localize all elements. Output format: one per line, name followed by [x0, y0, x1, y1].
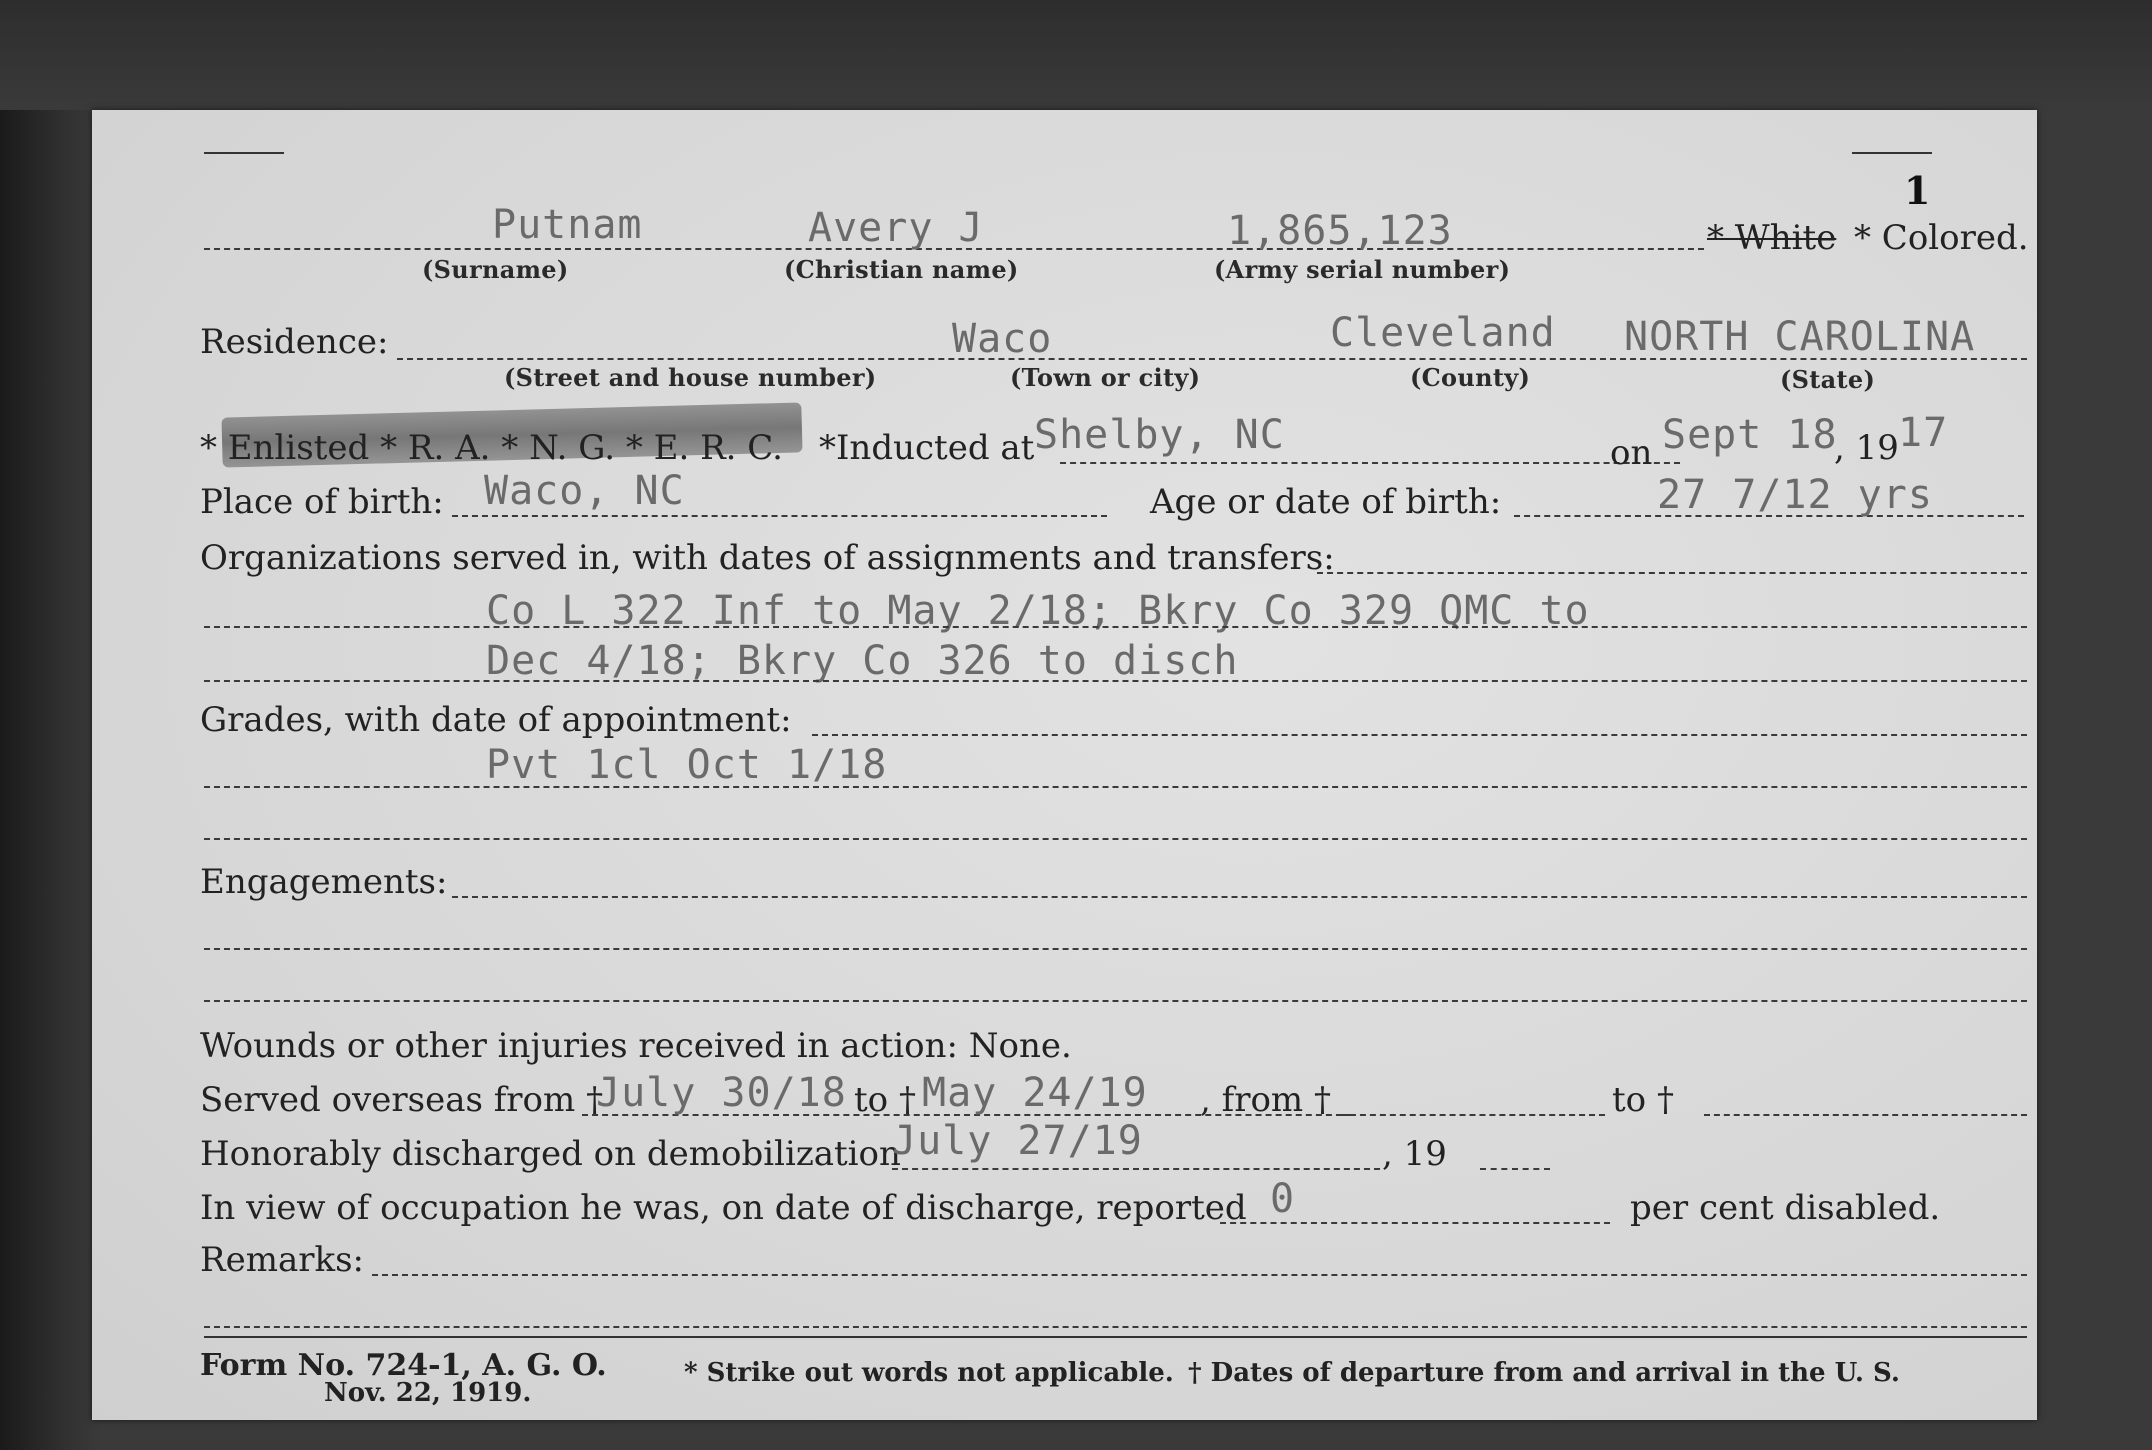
- state-value: NORTH CAROLINA: [1624, 314, 1976, 360]
- organizations-line-1: [204, 626, 2027, 628]
- overseas-label: Served overseas from †: [200, 1080, 604, 1120]
- form-number: Form No. 724-1, A. G. O.: [200, 1348, 607, 1383]
- enlistment-options: * Enlisted * R. A. * N. G. * E. R. C.: [200, 428, 783, 468]
- service-record-card: [92, 110, 2037, 1420]
- birth-place-line: [452, 515, 1107, 517]
- disability-label: In view of occupation he was, on date of discharge, reported: [200, 1188, 1247, 1228]
- organizations-line-2: [204, 680, 2027, 682]
- organizations-label: Organizations served in, with dates of assignments and transfers:: [200, 538, 1335, 578]
- discharge-label: Honorably discharged on demobilization: [200, 1134, 901, 1174]
- on-label: on: [1610, 433, 1653, 473]
- overseas-from2-line: [1340, 1114, 1605, 1116]
- discharge-year-line: [1480, 1168, 1550, 1170]
- grades-line-1-text: Pvt 1cl Oct 1/18: [486, 742, 888, 788]
- disability-value: 0: [1270, 1176, 1296, 1222]
- grades-label: Grades, with date of appointment:: [200, 700, 792, 740]
- surname-caption: (Surname): [422, 255, 569, 284]
- discharge-line: [892, 1168, 1380, 1170]
- disability-suffix: per cent disabled.: [1630, 1188, 1941, 1228]
- grades-line-1: [204, 786, 2027, 788]
- overseas-to2-label: to †: [1612, 1080, 1674, 1120]
- overseas-from-value: July 30/18: [596, 1070, 847, 1116]
- induction-year-value: 17: [1898, 410, 1949, 456]
- street-caption: (Street and house number): [504, 363, 877, 392]
- discharge-year-label: , 19: [1382, 1134, 1447, 1174]
- county-caption: (County): [1410, 363, 1531, 392]
- year-prefix: , 19: [1834, 428, 1899, 468]
- form-date: Nov. 22, 1919.: [324, 1378, 532, 1408]
- scan-left-edge: [0, 0, 100, 1450]
- inducted-label: *Inducted at: [819, 428, 1035, 468]
- age-value: 27 7/12 yrs: [1657, 472, 1933, 518]
- birth-place-value: Waco, NC: [484, 468, 685, 514]
- remarks-line-0: [372, 1274, 2027, 1276]
- white-option: * White: [1707, 218, 1837, 258]
- age-label: Age or date of birth:: [1150, 482, 1502, 522]
- surname-value: Putnam: [492, 202, 643, 248]
- christian-name-value: Avery J: [808, 205, 984, 251]
- serial-number-caption: (Army serial number): [1214, 255, 1511, 284]
- organizations-line-2-text: Dec 4/18; Bkry Co 326 to disch: [486, 638, 1239, 684]
- engagements-label: Engagements:: [200, 862, 448, 902]
- top-left-rule: [204, 152, 284, 154]
- grades-line-0: [812, 734, 2027, 736]
- remarks-line-1: [204, 1326, 2027, 1328]
- christian-name-caption: (Christian name): [784, 255, 1019, 284]
- grades-line-2: [204, 838, 2027, 840]
- overseas-to2-line: [1704, 1114, 2027, 1116]
- town-value: Waco: [952, 316, 1053, 362]
- footer-rule: [204, 1336, 2027, 1338]
- remarks-label: Remarks:: [200, 1240, 364, 1280]
- birth-place-label: Place of birth:: [200, 482, 444, 522]
- wounds-label: Wounds or other injuries received in action: None.: [200, 1026, 1072, 1066]
- town-caption: (Town or city): [1010, 363, 1201, 392]
- footnote-dates: † Dates of departure from and arrival in the U. S.: [1188, 1358, 1900, 1388]
- top-right-rule: [1852, 152, 1932, 154]
- overseas-to-value: May 24/19: [922, 1070, 1148, 1116]
- colored-option: * Colored.: [1854, 218, 2029, 258]
- overseas-to-label: to †: [854, 1080, 916, 1120]
- footnote-strike-out: * Strike out words not applicable.: [684, 1358, 1174, 1388]
- engagements-line-1: [204, 948, 2027, 950]
- county-value: Cleveland: [1330, 310, 1556, 356]
- scan-top-edge: [0, 0, 2152, 110]
- overseas-from2-label: , from †: [1200, 1080, 1331, 1120]
- organizations-line-0: [1317, 572, 2027, 574]
- induction-date-value: Sept 18: [1662, 412, 1838, 458]
- card-number: 1: [1904, 168, 1931, 213]
- inducted-place-value: Shelby, NC: [1034, 412, 1285, 458]
- organizations-line-1-text: Co L 322 Inf to May 2/18; Bkry Co 329 QMC to: [486, 588, 1590, 634]
- residence-label: Residence:: [200, 322, 389, 362]
- discharge-date-value: July 27/19: [892, 1118, 1143, 1164]
- engagements-line-0: [452, 896, 2027, 898]
- serial-number-value: 1,865,123: [1227, 208, 1453, 254]
- inducted-line: [1060, 462, 1680, 464]
- state-caption: (State): [1780, 365, 1876, 394]
- engagements-line-2: [204, 1000, 2027, 1002]
- disability-line: [1220, 1222, 1610, 1224]
